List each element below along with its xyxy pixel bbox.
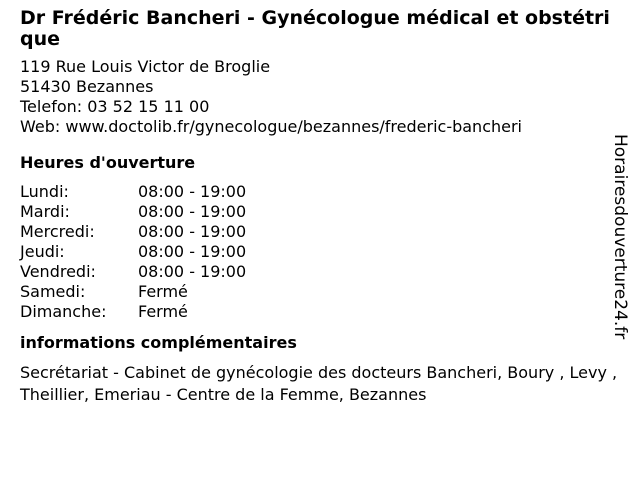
hours-row [20, 302, 618, 322]
city-postcode: 51430 Bezannes [20, 77, 154, 96]
hours-row [20, 242, 618, 262]
day-label: Mercredi: [20, 222, 95, 241]
hours-table [20, 182, 618, 322]
page-title: Dr Frédéric Bancheri - Gynécologue médical et obstétrique [20, 7, 610, 50]
day-label: Dimanche: [20, 302, 107, 321]
time-value: 08:00 - 19:00 [138, 262, 247, 281]
day-label: Jeudi: [20, 242, 65, 261]
hours-heading: Heures d'ouverture [20, 153, 196, 172]
time-value: 08:00 - 19:00 [138, 182, 247, 201]
street-address: 119 Rue Louis Victor de Broglie [20, 57, 271, 76]
website-link: Web: www.doctolib.fr/gynecologue/bezannes/frederic-bancheri [20, 117, 522, 136]
info-text: Secrétariat - Cabinet de gynécologie des docteurs Bancheri, Boury , Levy , Theillier, Emeriau - Centre de la Femme, Bezannes [20, 363, 618, 404]
day-label: Lundi: [20, 182, 69, 201]
listing-card [20, 8, 618, 406]
day-label: Mardi: [20, 202, 70, 221]
site-watermark: Horairesdouverture24.fr [610, 134, 630, 340]
time-value: 08:00 - 19:00 [138, 242, 247, 261]
hours-row [20, 262, 618, 282]
day-label: Samedi: [20, 282, 86, 301]
time-value: 08:00 - 19:00 [138, 202, 247, 221]
hours-row [20, 182, 618, 202]
hours-row [20, 202, 618, 222]
hours-row [20, 282, 618, 302]
day-label: Vendredi: [20, 262, 96, 281]
time-value: Fermé [138, 282, 188, 301]
time-value: 08:00 - 19:00 [138, 222, 247, 241]
info-heading: informations complémentaires [20, 333, 297, 352]
phone-number: Telefon: 03 52 15 11 00 [20, 97, 210, 116]
time-value: Fermé [138, 302, 188, 321]
hours-row [20, 222, 618, 242]
contact-block [20, 57, 618, 137]
